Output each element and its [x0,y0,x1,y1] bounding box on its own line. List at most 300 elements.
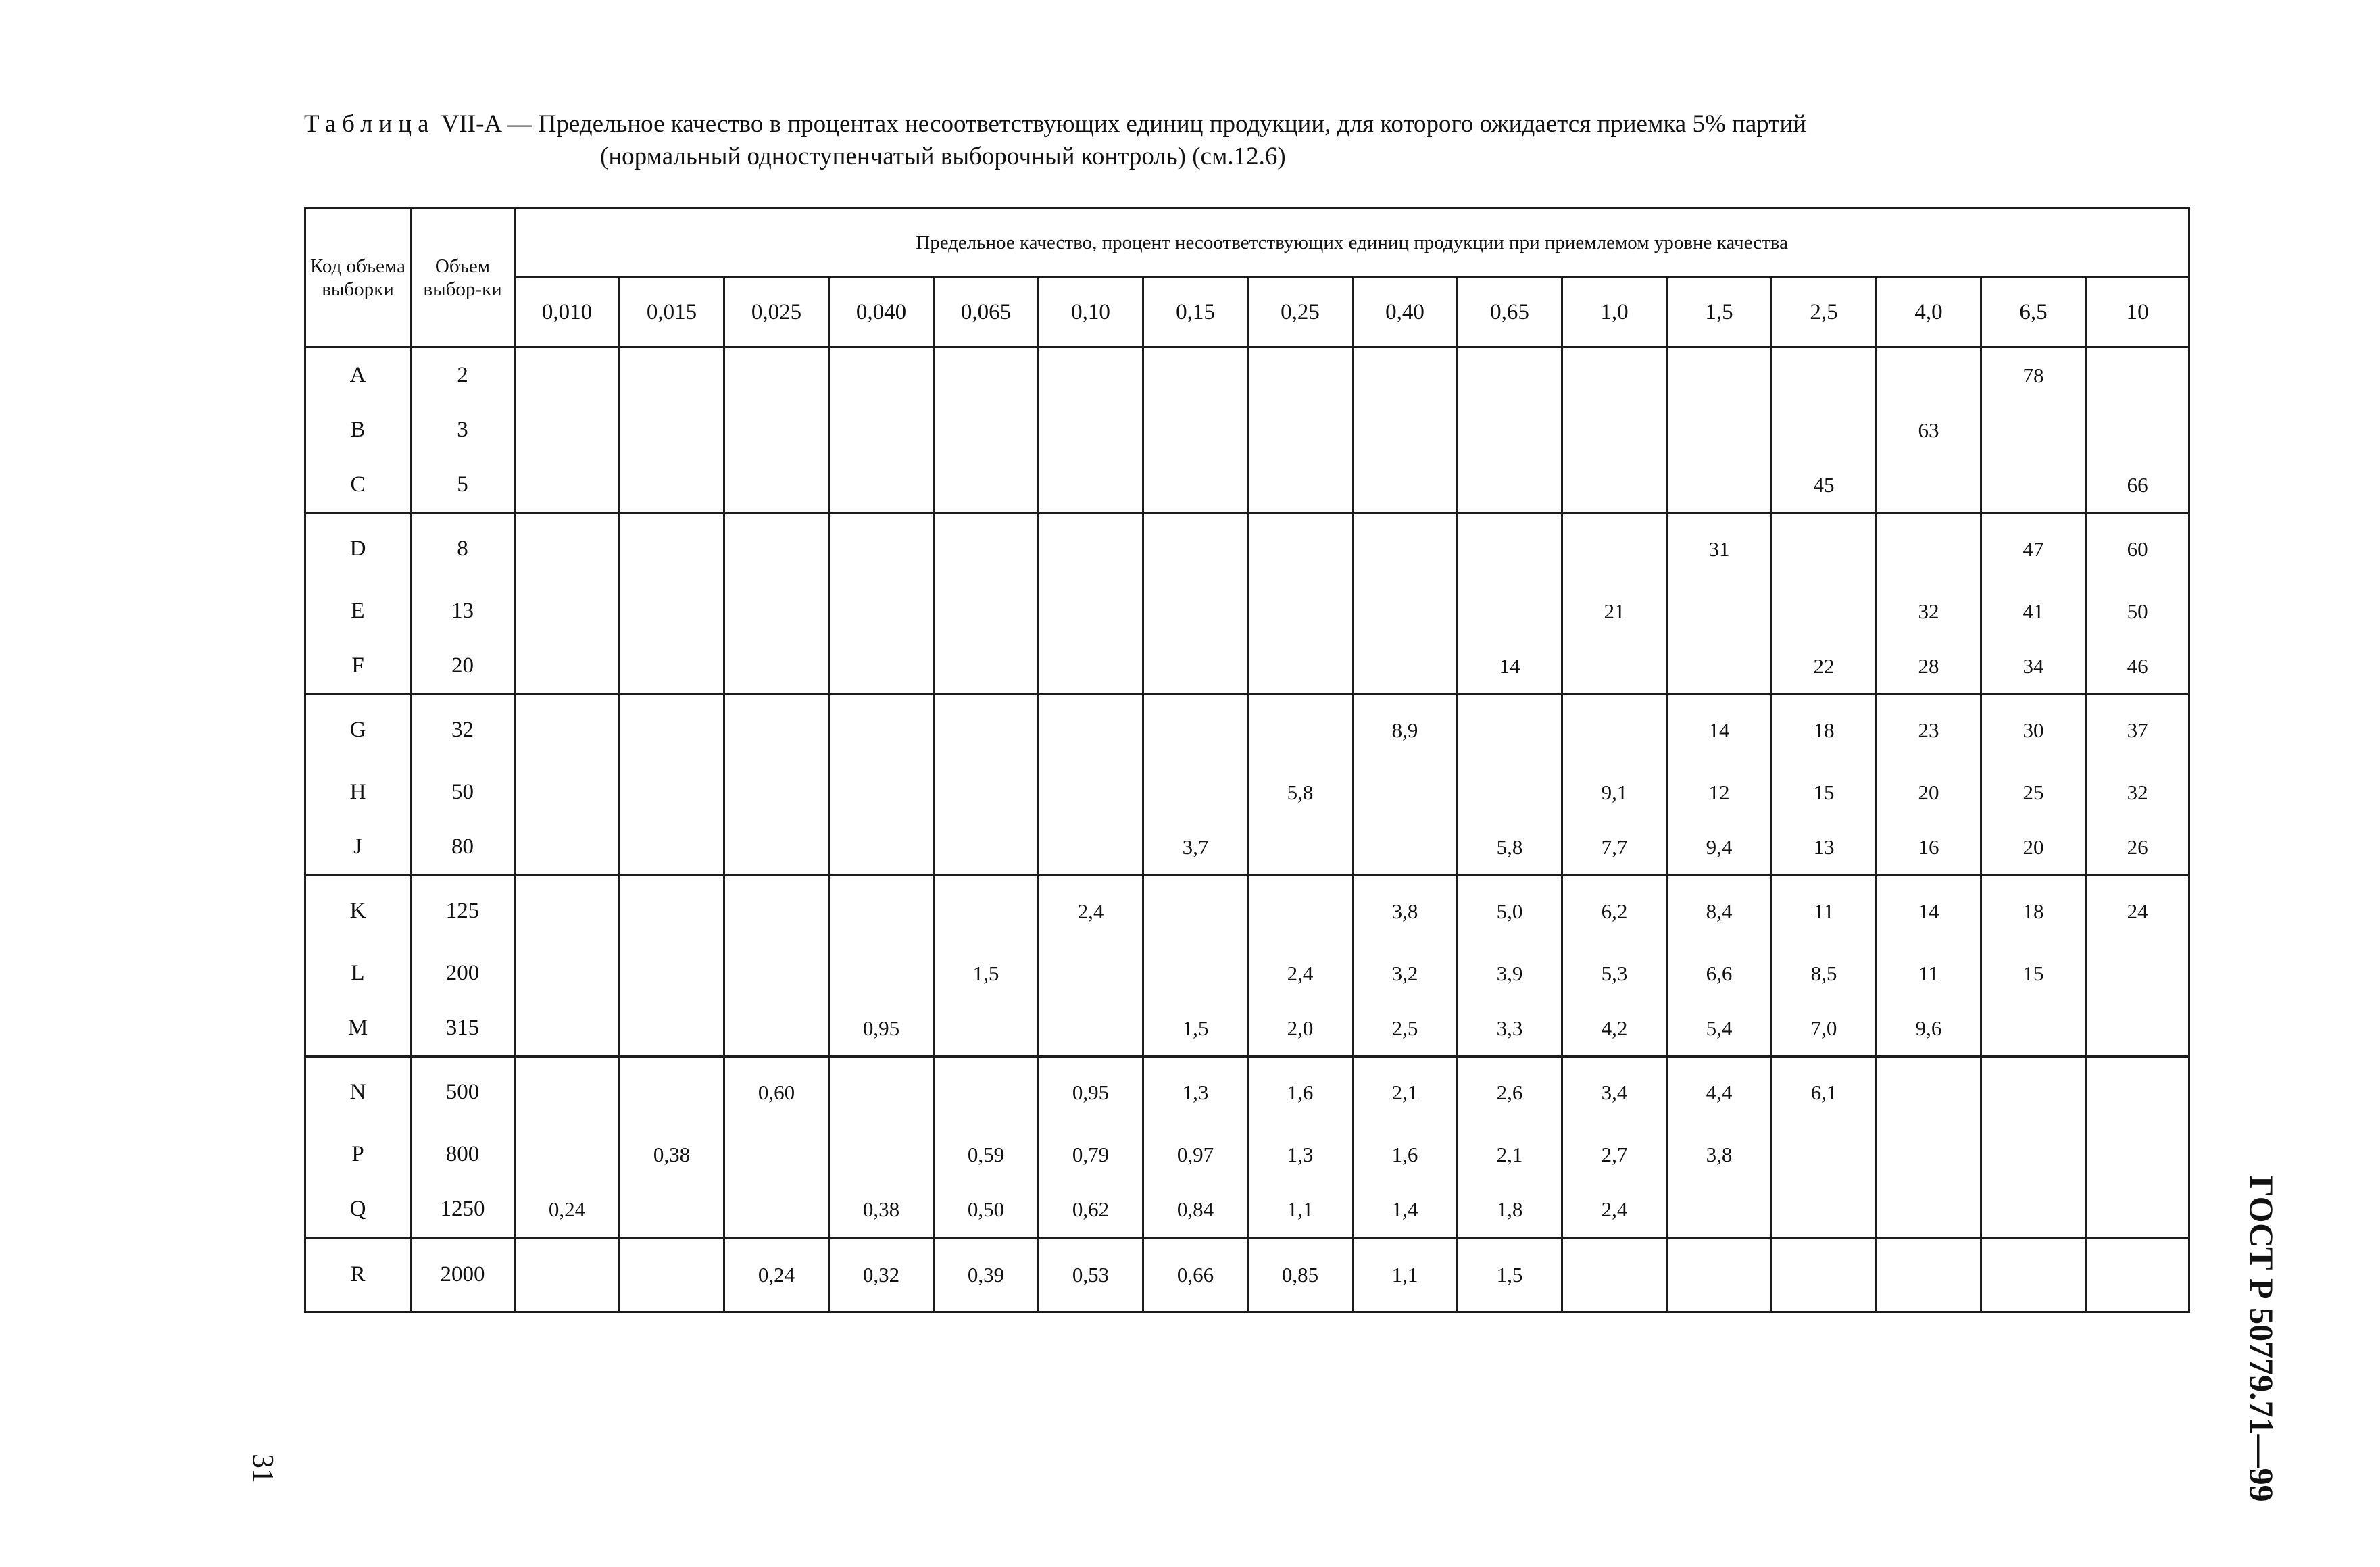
header-row-top [305,208,2189,278]
quality-cell: 14 [1877,876,1981,946]
quality-cell [1248,584,1353,639]
quality-cell [515,1238,620,1312]
caption-text-line2: (нормальный одноступенчатый выборочный контроль) (см.12.6) [600,143,1286,170]
sample-code-cell: N [305,1057,411,1127]
quality-cell [1877,458,1981,514]
quality-cell: 34 [1981,639,2086,695]
quality-cell [515,584,620,639]
quality-cell [1143,514,1248,584]
quality-cell: 8,5 [1772,946,1877,1001]
quality-cell [1039,639,1143,695]
quality-cell: 0,38 [829,1183,934,1238]
quality-cell [515,1057,620,1127]
quality-cell: 9,4 [1667,820,1772,876]
quality-cell [829,514,934,584]
quality-cell [1039,820,1143,876]
quality-cell: 14 [1458,639,1562,695]
quality-cell [829,695,934,765]
quality-cell [1562,514,1667,584]
quality-cell [724,765,829,820]
quality-cell: 2,1 [1458,1127,1562,1183]
quality-cell [724,1001,829,1057]
quality-cell [515,695,620,765]
quality-cell: 1,3 [1143,1057,1248,1127]
quality-cell [1248,458,1353,514]
quality-cell [1143,946,1248,1001]
quality-cell: 8,9 [1353,695,1458,765]
quality-cell [1562,1238,1667,1312]
quality-cell [1143,458,1248,514]
table-row [305,946,2189,1001]
header-aql-9: 0,65 [1458,278,1562,347]
quality-cell: 0,38 [620,1127,724,1183]
quality-cell [1562,695,1667,765]
quality-cell: 16 [1877,820,1981,876]
quality-cell: 0,50 [934,1183,1039,1238]
quality-cell: 46 [2086,639,2189,695]
quality-cell: 0,39 [934,1238,1039,1312]
quality-cell [1143,876,1248,946]
quality-cell [1353,820,1458,876]
quality-cell [829,946,934,1001]
quality-cell: 9,1 [1562,765,1667,820]
quality-cell [1248,514,1353,584]
quality-cell [724,584,829,639]
quality-cell [620,1001,724,1057]
quality-cell [1772,1183,1877,1238]
sample-size-cell: 5 [411,458,515,514]
quality-cell [1143,403,1248,458]
quality-cell: 18 [1981,876,2086,946]
quality-cell [2086,403,2189,458]
quality-cell: 6,2 [1562,876,1667,946]
quality-cell: 3,9 [1458,946,1562,1001]
header-aql-3: 0,040 [829,278,934,347]
quality-cell [724,458,829,514]
sample-code-cell: P [305,1127,411,1183]
quality-cell: 1,3 [1248,1127,1353,1183]
quality-cell [515,765,620,820]
quality-cell: 37 [2086,695,2189,765]
quality-cell: 15 [1981,946,2086,1001]
quality-cell [1039,514,1143,584]
quality-cell [620,876,724,946]
header-aql-15: 10 [2086,278,2189,347]
table-row [305,876,2189,946]
quality-cell [1143,695,1248,765]
quality-cell [1248,695,1353,765]
header-aql-2: 0,025 [724,278,829,347]
quality-cell: 1,8 [1458,1183,1562,1238]
quality-cell: 13 [1772,820,1877,876]
quality-cell: 11 [1877,946,1981,1001]
quality-cell [1772,1127,1877,1183]
quality-cell [515,876,620,946]
quality-cell [724,1127,829,1183]
quality-cell [724,946,829,1001]
quality-cell: 2,0 [1248,1001,1353,1057]
quality-cell [829,347,934,403]
header-code: Код объема выборки [305,208,411,347]
quality-cell [1143,584,1248,639]
quality-cell: 0,95 [1039,1057,1143,1127]
quality-cell [1772,1238,1877,1312]
quality-cell: 0,32 [829,1238,934,1312]
quality-cell [2086,347,2189,403]
sample-size-cell: 3 [411,403,515,458]
quality-cell: 63 [1877,403,1981,458]
sample-code-cell: J [305,820,411,876]
quality-cell: 3,8 [1353,876,1458,946]
quality-cell: 1,1 [1353,1238,1458,1312]
quality-cell [515,1001,620,1057]
quality-cell: 1,6 [1353,1127,1458,1183]
quality-cell [620,1238,724,1312]
sample-size-cell: 80 [411,820,515,876]
quality-cell [1039,765,1143,820]
header-aql-1: 0,015 [620,278,724,347]
header-aql-14: 6,5 [1981,278,2086,347]
quality-cell: 3,2 [1353,946,1458,1001]
quality-cell [2086,1127,2189,1183]
quality-cell: 2,4 [1562,1183,1667,1238]
quality-cell: 22 [1772,639,1877,695]
table-row [305,514,2189,584]
header-aql-4: 0,065 [934,278,1039,347]
sample-size-cell: 500 [411,1057,515,1127]
quality-cell: 60 [2086,514,2189,584]
quality-cell [515,820,620,876]
quality-cell: 0,97 [1143,1127,1248,1183]
quality-cell [934,1057,1039,1127]
sample-code-cell: L [305,946,411,1001]
quality-cell [1772,584,1877,639]
table-row [305,765,2189,820]
quality-cell [1667,584,1772,639]
quality-cell [1143,639,1248,695]
quality-cell: 41 [1981,584,2086,639]
quality-cell: 1,6 [1248,1057,1353,1127]
quality-table [304,207,2190,1313]
quality-cell: 32 [2086,765,2189,820]
quality-cell [1458,347,1562,403]
quality-cell: 0,60 [724,1057,829,1127]
sample-size-cell: 800 [411,1127,515,1183]
quality-cell: 14 [1667,695,1772,765]
quality-cell [620,695,724,765]
sample-code-cell: A [305,347,411,403]
sample-code-cell: H [305,765,411,820]
quality-cell [515,514,620,584]
sample-size-cell: 50 [411,765,515,820]
table-row [305,1057,2189,1127]
table-row [305,695,2189,765]
quality-cell [1981,1001,2086,1057]
quality-cell [1877,1057,1981,1127]
quality-cell [829,1057,934,1127]
quality-cell [515,347,620,403]
quality-cell [829,1127,934,1183]
quality-cell: 25 [1981,765,2086,820]
quality-cell [1248,403,1353,458]
quality-cell [724,639,829,695]
document-standard-title: ГОСТ Р 50779.71—99 [2243,1176,2281,1502]
quality-cell [1667,1238,1772,1312]
quality-cell: 1,5 [934,946,1039,1001]
sample-size-cell: 8 [411,514,515,584]
quality-cell [2086,1001,2189,1057]
quality-cell: 1,4 [1353,1183,1458,1238]
table-row [305,820,2189,876]
quality-cell [1772,347,1877,403]
quality-cell [1981,458,2086,514]
sample-code-cell: F [305,639,411,695]
quality-cell [829,458,934,514]
table-row [305,1238,2189,1312]
quality-cell [1667,639,1772,695]
quality-cell: 6,1 [1772,1057,1877,1127]
quality-cell: 5,8 [1458,820,1562,876]
quality-cell: 7,0 [1772,1001,1877,1057]
header-aql-7: 0,25 [1248,278,1353,347]
quality-cell [1667,347,1772,403]
quality-cell: 78 [1981,347,2086,403]
quality-cell [1039,403,1143,458]
quality-cell: 15 [1772,765,1877,820]
quality-cell [1353,458,1458,514]
quality-cell [829,584,934,639]
quality-cell: 3,3 [1458,1001,1562,1057]
table-row [305,1127,2189,1183]
sample-size-cell: 1250 [411,1183,515,1238]
quality-cell [1562,347,1667,403]
quality-cell [1039,1001,1143,1057]
quality-cell [934,765,1039,820]
quality-cell [1353,584,1458,639]
quality-cell: 45 [1772,458,1877,514]
quality-cell: 20 [1981,820,2086,876]
quality-cell: 0,79 [1039,1127,1143,1183]
quality-cell [1772,514,1877,584]
quality-cell [2086,1183,2189,1238]
quality-cell [1458,765,1562,820]
sample-code-cell: R [305,1238,411,1312]
quality-cell [934,514,1039,584]
quality-cell [515,458,620,514]
quality-cell [724,347,829,403]
quality-cell: 2,5 [1353,1001,1458,1057]
sample-size-cell: 125 [411,876,515,946]
table-row [305,403,2189,458]
quality-cell [1981,403,2086,458]
quality-cell: 0,66 [1143,1238,1248,1312]
quality-cell: 9,6 [1877,1001,1981,1057]
quality-cell: 0,53 [1039,1238,1143,1312]
quality-cell: 2,7 [1562,1127,1667,1183]
quality-cell: 30 [1981,695,2086,765]
quality-cell: 0,59 [934,1127,1039,1183]
quality-cell [1458,458,1562,514]
quality-cell: 28 [1877,639,1981,695]
quality-cell [1039,584,1143,639]
quality-cell [724,695,829,765]
quality-cell [515,1127,620,1183]
quality-cell: 3,7 [1143,820,1248,876]
quality-cell: 12 [1667,765,1772,820]
table-row [305,1001,2189,1057]
quality-cell [1353,639,1458,695]
quality-cell: 6,6 [1667,946,1772,1001]
header-aql-13: 4,0 [1877,278,1981,347]
quality-cell [1981,1127,2086,1183]
sample-code-cell: Q [305,1183,411,1238]
quality-cell: 26 [2086,820,2189,876]
sample-size-cell: 13 [411,584,515,639]
quality-cell: 3,8 [1667,1127,1772,1183]
sample-size-cell: 32 [411,695,515,765]
sample-code-cell: D [305,514,411,584]
quality-cell [1877,1127,1981,1183]
quality-cell [1353,347,1458,403]
quality-cell: 0,24 [724,1238,829,1312]
quality-cell: 31 [1667,514,1772,584]
quality-cell [934,347,1039,403]
quality-cell [1877,514,1981,584]
table-row [305,458,2189,514]
sample-code-cell: K [305,876,411,946]
table-caption [304,108,2129,173]
sample-size-cell: 315 [411,1001,515,1057]
quality-cell [2086,1238,2189,1312]
quality-cell [934,1001,1039,1057]
quality-cell: 5,8 [1248,765,1353,820]
quality-cell: 20 [1877,765,1981,820]
quality-cell [724,820,829,876]
table-row [305,584,2189,639]
caption-text-line1: VII-A — Предельное качество в процентах несоответствующих единиц продукции, для которого ожидается приемка 5% партий [435,110,1807,138]
quality-cell: 3,4 [1562,1057,1667,1127]
sample-size-cell: 2 [411,347,515,403]
quality-cell [620,1057,724,1127]
quality-cell [829,403,934,458]
quality-cell: 32 [1877,584,1981,639]
quality-cell: 5,3 [1562,946,1667,1001]
quality-cell [1562,458,1667,514]
header-title: Предельное качество, процент несоответствующих единиц продукции при приемлемом уровне качества [515,208,2189,278]
quality-cell [829,765,934,820]
quality-cell [620,1183,724,1238]
quality-cell [1353,765,1458,820]
table-row [305,639,2189,695]
sample-size-cell: 2000 [411,1238,515,1312]
quality-cell [1458,695,1562,765]
quality-cell: 2,4 [1039,876,1143,946]
header-aql-0: 0,010 [515,278,620,347]
header-size: Объем выбор-ки [411,208,515,347]
sample-code-cell: E [305,584,411,639]
quality-cell: 0,95 [829,1001,934,1057]
quality-cell [934,695,1039,765]
sample-code-cell: M [305,1001,411,1057]
quality-cell [620,946,724,1001]
quality-cell: 1,5 [1143,1001,1248,1057]
quality-cell [1772,403,1877,458]
quality-cell [1877,1238,1981,1312]
quality-cell [1562,639,1667,695]
quality-cell [620,584,724,639]
table-row [305,1183,2189,1238]
quality-cell: 11 [1772,876,1877,946]
quality-cell [724,514,829,584]
header-aql-10: 1,0 [1562,278,1667,347]
quality-cell [724,876,829,946]
quality-cell [934,584,1039,639]
quality-cell [1981,1057,2086,1127]
quality-cell [620,403,724,458]
header-aql-6: 0,15 [1143,278,1248,347]
quality-cell: 8,4 [1667,876,1772,946]
quality-cell [1667,403,1772,458]
quality-cell: 1,5 [1458,1238,1562,1312]
quality-cell [1353,514,1458,584]
sample-size-cell: 20 [411,639,515,695]
quality-cell [1039,458,1143,514]
table-row [305,347,2189,403]
quality-cell: 7,7 [1562,820,1667,876]
quality-cell [1353,403,1458,458]
sample-code-cell: G [305,695,411,765]
quality-cell [1458,403,1562,458]
quality-cell [1981,1183,2086,1238]
quality-cell [1143,347,1248,403]
quality-cell: 4,2 [1562,1001,1667,1057]
quality-cell [1667,1183,1772,1238]
quality-cell [724,403,829,458]
quality-cell [515,639,620,695]
quality-cell [1248,347,1353,403]
quality-cell [1877,1183,1981,1238]
quality-cell [620,514,724,584]
quality-cell: 0,85 [1248,1238,1353,1312]
sample-size-cell: 200 [411,946,515,1001]
quality-cell [620,765,724,820]
quality-cell [620,347,724,403]
quality-cell [934,458,1039,514]
quality-cell: 2,4 [1248,946,1353,1001]
quality-cell [1981,1238,2086,1312]
quality-cell [620,458,724,514]
quality-cell [2086,946,2189,1001]
quality-cell [620,639,724,695]
sample-code-cell: B [305,403,411,458]
quality-cell [2086,1057,2189,1127]
quality-cell: 50 [2086,584,2189,639]
quality-cell [1877,347,1981,403]
quality-cell [1248,820,1353,876]
quality-cell [934,876,1039,946]
quality-cell [1458,584,1562,639]
quality-cell: 66 [2086,458,2189,514]
header-aql-5: 0,10 [1039,278,1143,347]
quality-cell [934,403,1039,458]
quality-cell: 24 [2086,876,2189,946]
quality-cell: 0,62 [1039,1183,1143,1238]
quality-cell: 23 [1877,695,1981,765]
quality-cell: 21 [1562,584,1667,639]
page-number: 31 [247,1453,280,1483]
sample-code-cell: C [305,458,411,514]
quality-cell [724,1183,829,1238]
